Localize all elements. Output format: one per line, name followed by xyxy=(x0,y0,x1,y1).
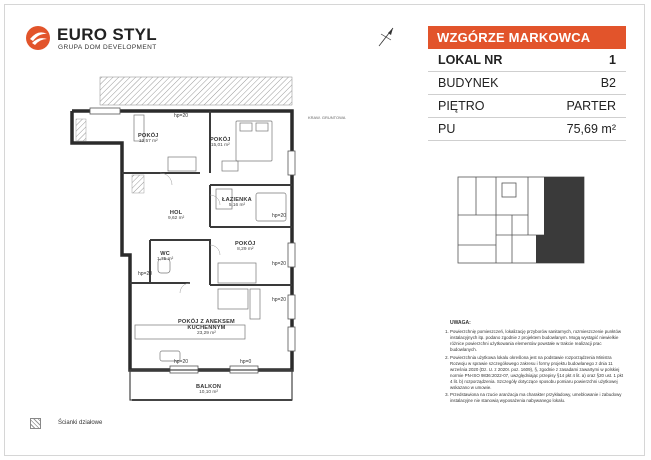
height-label: hp=20 xyxy=(174,359,189,365)
height-label: hp=20 xyxy=(272,261,287,267)
notes-section xyxy=(436,320,626,406)
info-row-building xyxy=(428,72,626,95)
room-name: POKÓJ xyxy=(235,241,256,247)
room-name: POKÓJ xyxy=(138,133,159,139)
room-area: 1,75 m² xyxy=(157,257,174,262)
height-label: hp=20 xyxy=(174,113,189,119)
room-area: 9,62 m² xyxy=(168,216,185,221)
room-name: ŁAZIENKA xyxy=(222,197,252,203)
note-item: 1. Powierzchnię pomieszczeń, lokalizację przyborów sanitarnych, rozmieszczenie punktów instalacyjnych itp. podano zgodnie z projektem budowlanym. Mogą wystąpić niewielkie różnice powierzchni użytkowania elementów powstałe w trakcie realizacji prac budowlanych. xyxy=(450,329,626,353)
height-label: hp=20 xyxy=(138,271,153,277)
room-name-line2: KUCHENNYM xyxy=(187,325,226,331)
room-pokoj-2 xyxy=(210,137,231,148)
room-area: 15,01 m² xyxy=(210,143,230,148)
note-item: 2. Powierzchnia użytkowa lokalu określona jest na podstawie rozporządzenia Ministra Rozwoju w sprawie szczegółowego zakresu i formy projektu budowlanego z dnia 11 września 2020 (Dz. U. z 2020r. poz. 1609), §, zgodnie z zasadami zawartymi w polskiej normie PN-ISO 9836:2022-07, uwzględniając przepisy §14 pkt 4 lit. a) oraz §20 ust. 1 pkt 4 lit. b) rozporządzenia. Szczegóły dotyczące sposobu pomiaru powierzchni użytkowej wskazano w umowie. xyxy=(450,355,626,391)
room-name: HOL xyxy=(169,210,183,216)
notes-title: UWAGA: xyxy=(450,320,471,326)
info-label: LOKAL NR xyxy=(438,53,503,67)
room-name: WC xyxy=(160,251,170,257)
room-lazienka xyxy=(222,197,252,208)
height-label: hp=20 xyxy=(272,297,287,303)
room-hol xyxy=(168,210,184,221)
legend-label: Ścianki działowe xyxy=(58,420,103,426)
brand-subtitle: GRUPA DOM DEVELOPMENT xyxy=(58,44,157,51)
room-pokoj-3 xyxy=(235,241,256,252)
ground-edge-label: KRAW. GRUNTOWA xyxy=(308,115,346,120)
info-label: BUDYNEK xyxy=(438,76,499,90)
info-value: 75,69 m² xyxy=(566,122,616,136)
room-pokoj-1 xyxy=(138,133,159,144)
floor-plan xyxy=(40,65,346,410)
room-area: 23,29 m² xyxy=(196,331,216,336)
brand-logo-icon xyxy=(24,24,52,52)
info-row-floor xyxy=(428,95,626,118)
info-row-unit-number xyxy=(428,49,626,72)
info-value: B2 xyxy=(600,76,616,90)
floor-plan-drawing xyxy=(40,65,340,410)
room-balkon xyxy=(196,384,221,395)
height-label: hp=20 xyxy=(272,213,287,219)
room-pokoj-aneks xyxy=(178,319,235,336)
info-row-area xyxy=(428,118,626,141)
room-name: POKÓJ Z ANEKSEM xyxy=(178,319,235,325)
room-area: 12,57 m² xyxy=(138,139,158,144)
building-key-plan xyxy=(456,175,586,265)
room-area: 10,10 m² xyxy=(199,390,219,395)
info-value: PARTER xyxy=(566,99,616,113)
info-label: PU xyxy=(438,122,456,136)
north-arrow-icon xyxy=(373,24,399,50)
info-label: PIĘTRO xyxy=(438,99,485,113)
room-name: POKÓJ xyxy=(210,137,231,143)
room-area: 5,16 m² xyxy=(228,203,246,208)
height-label: hp=0 xyxy=(240,359,252,365)
brand-name: EURO STYL xyxy=(57,25,157,44)
unit-info-panel xyxy=(428,26,626,141)
partition-hatch-swatch xyxy=(30,418,41,429)
room-name: BALKON xyxy=(196,384,222,390)
note-item: 3. Przedstawiona na rzucie aranżacja ma charakter przykładowy, umeblowanie i zabudowy instalacyjne nie stanowią wyposażenia nabywanego lokalu. xyxy=(450,392,626,404)
info-value: 1 xyxy=(609,53,616,67)
room-area: 8,29 m² xyxy=(237,247,254,252)
room-wc xyxy=(157,251,173,262)
brand-logo xyxy=(24,24,184,56)
project-name-banner: WZGÓRZE MARKOWCA xyxy=(428,26,626,49)
